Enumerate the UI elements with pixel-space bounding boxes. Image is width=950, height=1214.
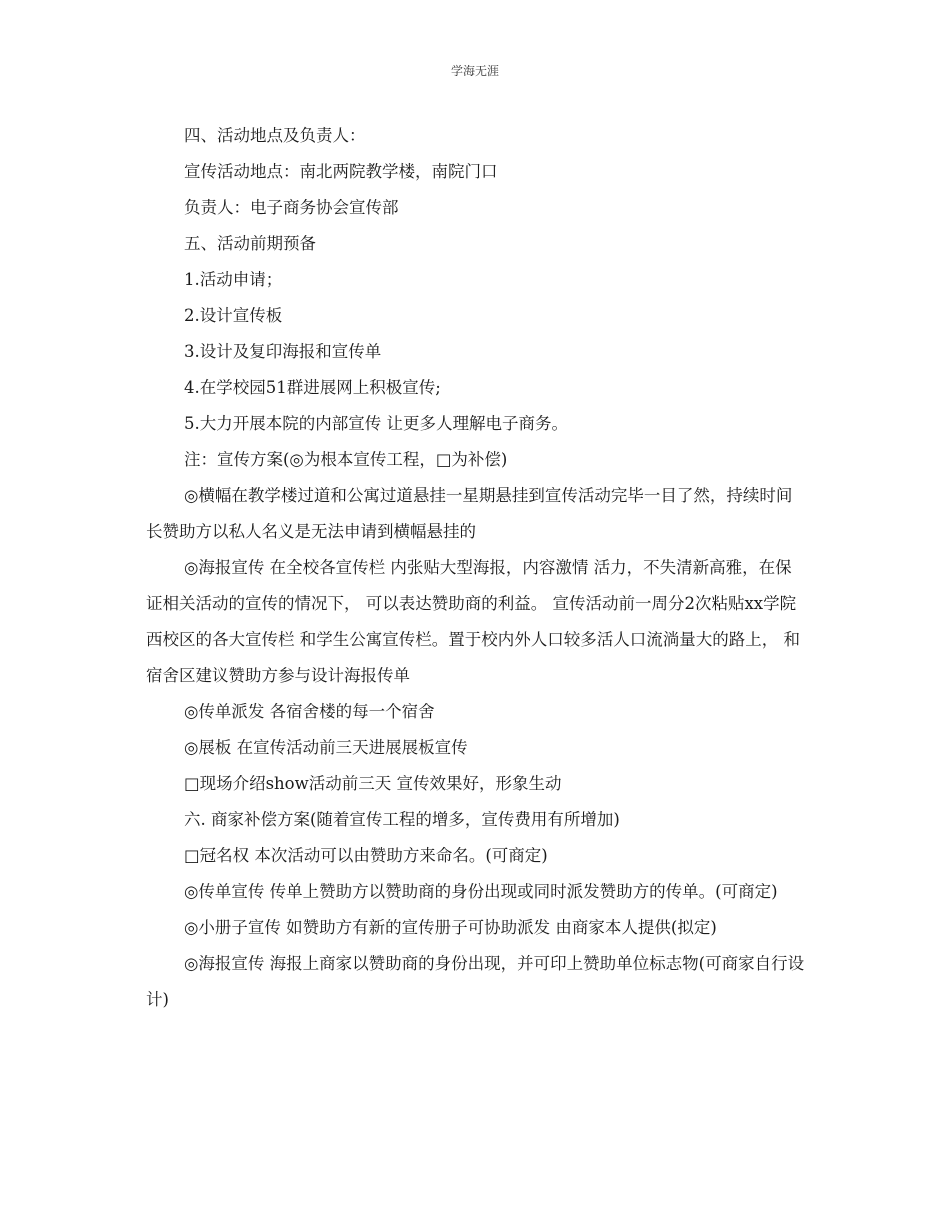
text-line-person-in-charge: 负责人：电子商务协会宣传部 [184, 198, 399, 217]
note-line: 注：宣传方案(◎为根本宣传工程，□为补偿) [184, 450, 508, 469]
section-heading-compensation: 六. 商家补偿方案(随着宣传工程的增多，宣传费用有所增加) [184, 810, 620, 829]
list-item-4: 4.在学校园51群进展网上积极宣传; [184, 378, 441, 397]
list-item-5: 5.大力开展本院的内部宣传 让更多人理解电子商务。 [184, 414, 568, 433]
list-item-3: 3.设计及复印海报和宣传单 [184, 342, 382, 361]
section-heading-preparation: 五、活动前期预备 [184, 234, 316, 253]
text-line-display-board: ◎展板 在宣传活动前三天进展展板宣传 [184, 738, 468, 757]
section-heading-location: 四、活动地点及负责人： [184, 126, 366, 145]
paragraph-poster-promo: ◎海报宣传 海报上商家以赞助商的身份出现，并可印上赞助单位标志物(可商家自行设计) [146, 954, 805, 1009]
text-line-venue: 宣传活动地点：南北两院教学楼，南院门口 [184, 162, 498, 181]
text-line-live-intro: □现场介绍show活动前三天 宣传效果好，形象生动 [184, 774, 562, 793]
paragraph-flyer-promo: ◎传单宣传 传单上赞助方以赞助商的身份出现或同时派发赞助方的传单。(可商定) [184, 882, 778, 901]
text-line-naming-rights: □冠名权 本次活动可以由赞助方来命名。(可商定) [184, 846, 548, 865]
paragraph-poster: ◎海报宣传 在全校各宣传栏 内张贴大型海报，内容激情 活力，不失清新高雅，在保证相关活动的宣传的情况下， 可以表达赞助商的利益。 宣传活动前一周分2次粘贴xx学院西校区的各大宣传栏 和学生公寓宣传栏。置于校内外人口较多活人口流淌量大的路上， 和宿舍区建议赞助方参与设计海报传单 [146, 558, 800, 685]
text-line-booklet: ◎小册子宣传 如赞助方有新的宣传册子可协助派发 由商家本人提供(拟定) [184, 918, 717, 937]
text-line-flyer: ◎传单派发 各宿舍楼的每一个宿舍 [184, 702, 435, 721]
list-item-2: 2.设计宣传板 [184, 306, 283, 325]
document-body [146, 118, 806, 1018]
paragraph-banner: ◎横幅在教学楼过道和公寓过道悬挂一星期悬挂到宣传活动完毕一目了然，持续时间长赞助方以私人名义是无法申请到横幅悬挂的 [146, 486, 793, 541]
list-item-1: 1.活动申请； [184, 270, 283, 289]
page-header: 学海无涯 [450, 64, 499, 78]
